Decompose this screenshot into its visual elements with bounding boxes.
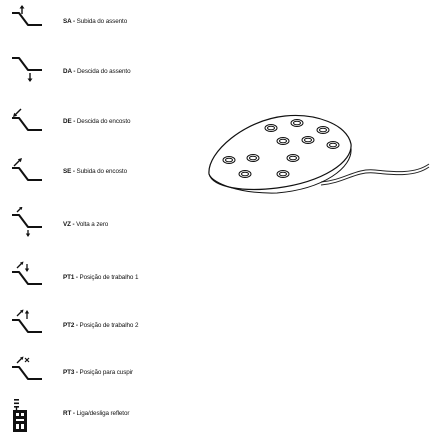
legend-item-da: DA - Descida do assento (0, 54, 220, 94)
return-to-zero-icon (8, 207, 52, 247)
seat-down-icon (8, 54, 52, 94)
legend-item-sa: SA - Subida do assento (0, 4, 220, 44)
legend-item-vz: VZ - Volta a zero (0, 207, 220, 247)
legend-item-rt: RT - Liga/desliga refletor (0, 396, 220, 436)
foot-pedal-icon (205, 112, 431, 202)
legend-item-se: SE - Subida do encosto (0, 154, 220, 194)
work-position-2-icon (8, 308, 52, 348)
work-position-1-icon (8, 260, 52, 300)
backrest-down-icon (8, 104, 52, 144)
legend-item-pt1: PT1 - Posição de trabalho 1 (0, 260, 220, 300)
legend-item-pt2: PT2 - Posição de trabalho 2 (0, 308, 220, 348)
backrest-up-icon (8, 154, 52, 194)
legend-item-pt3: PT3 - Posição para cuspir (0, 355, 220, 395)
legend-item-de: DE - Descida do encosto (0, 104, 220, 144)
reflector-toggle-icon (8, 396, 52, 436)
seat-up-icon (8, 4, 52, 44)
spittoon-position-icon (8, 355, 52, 395)
